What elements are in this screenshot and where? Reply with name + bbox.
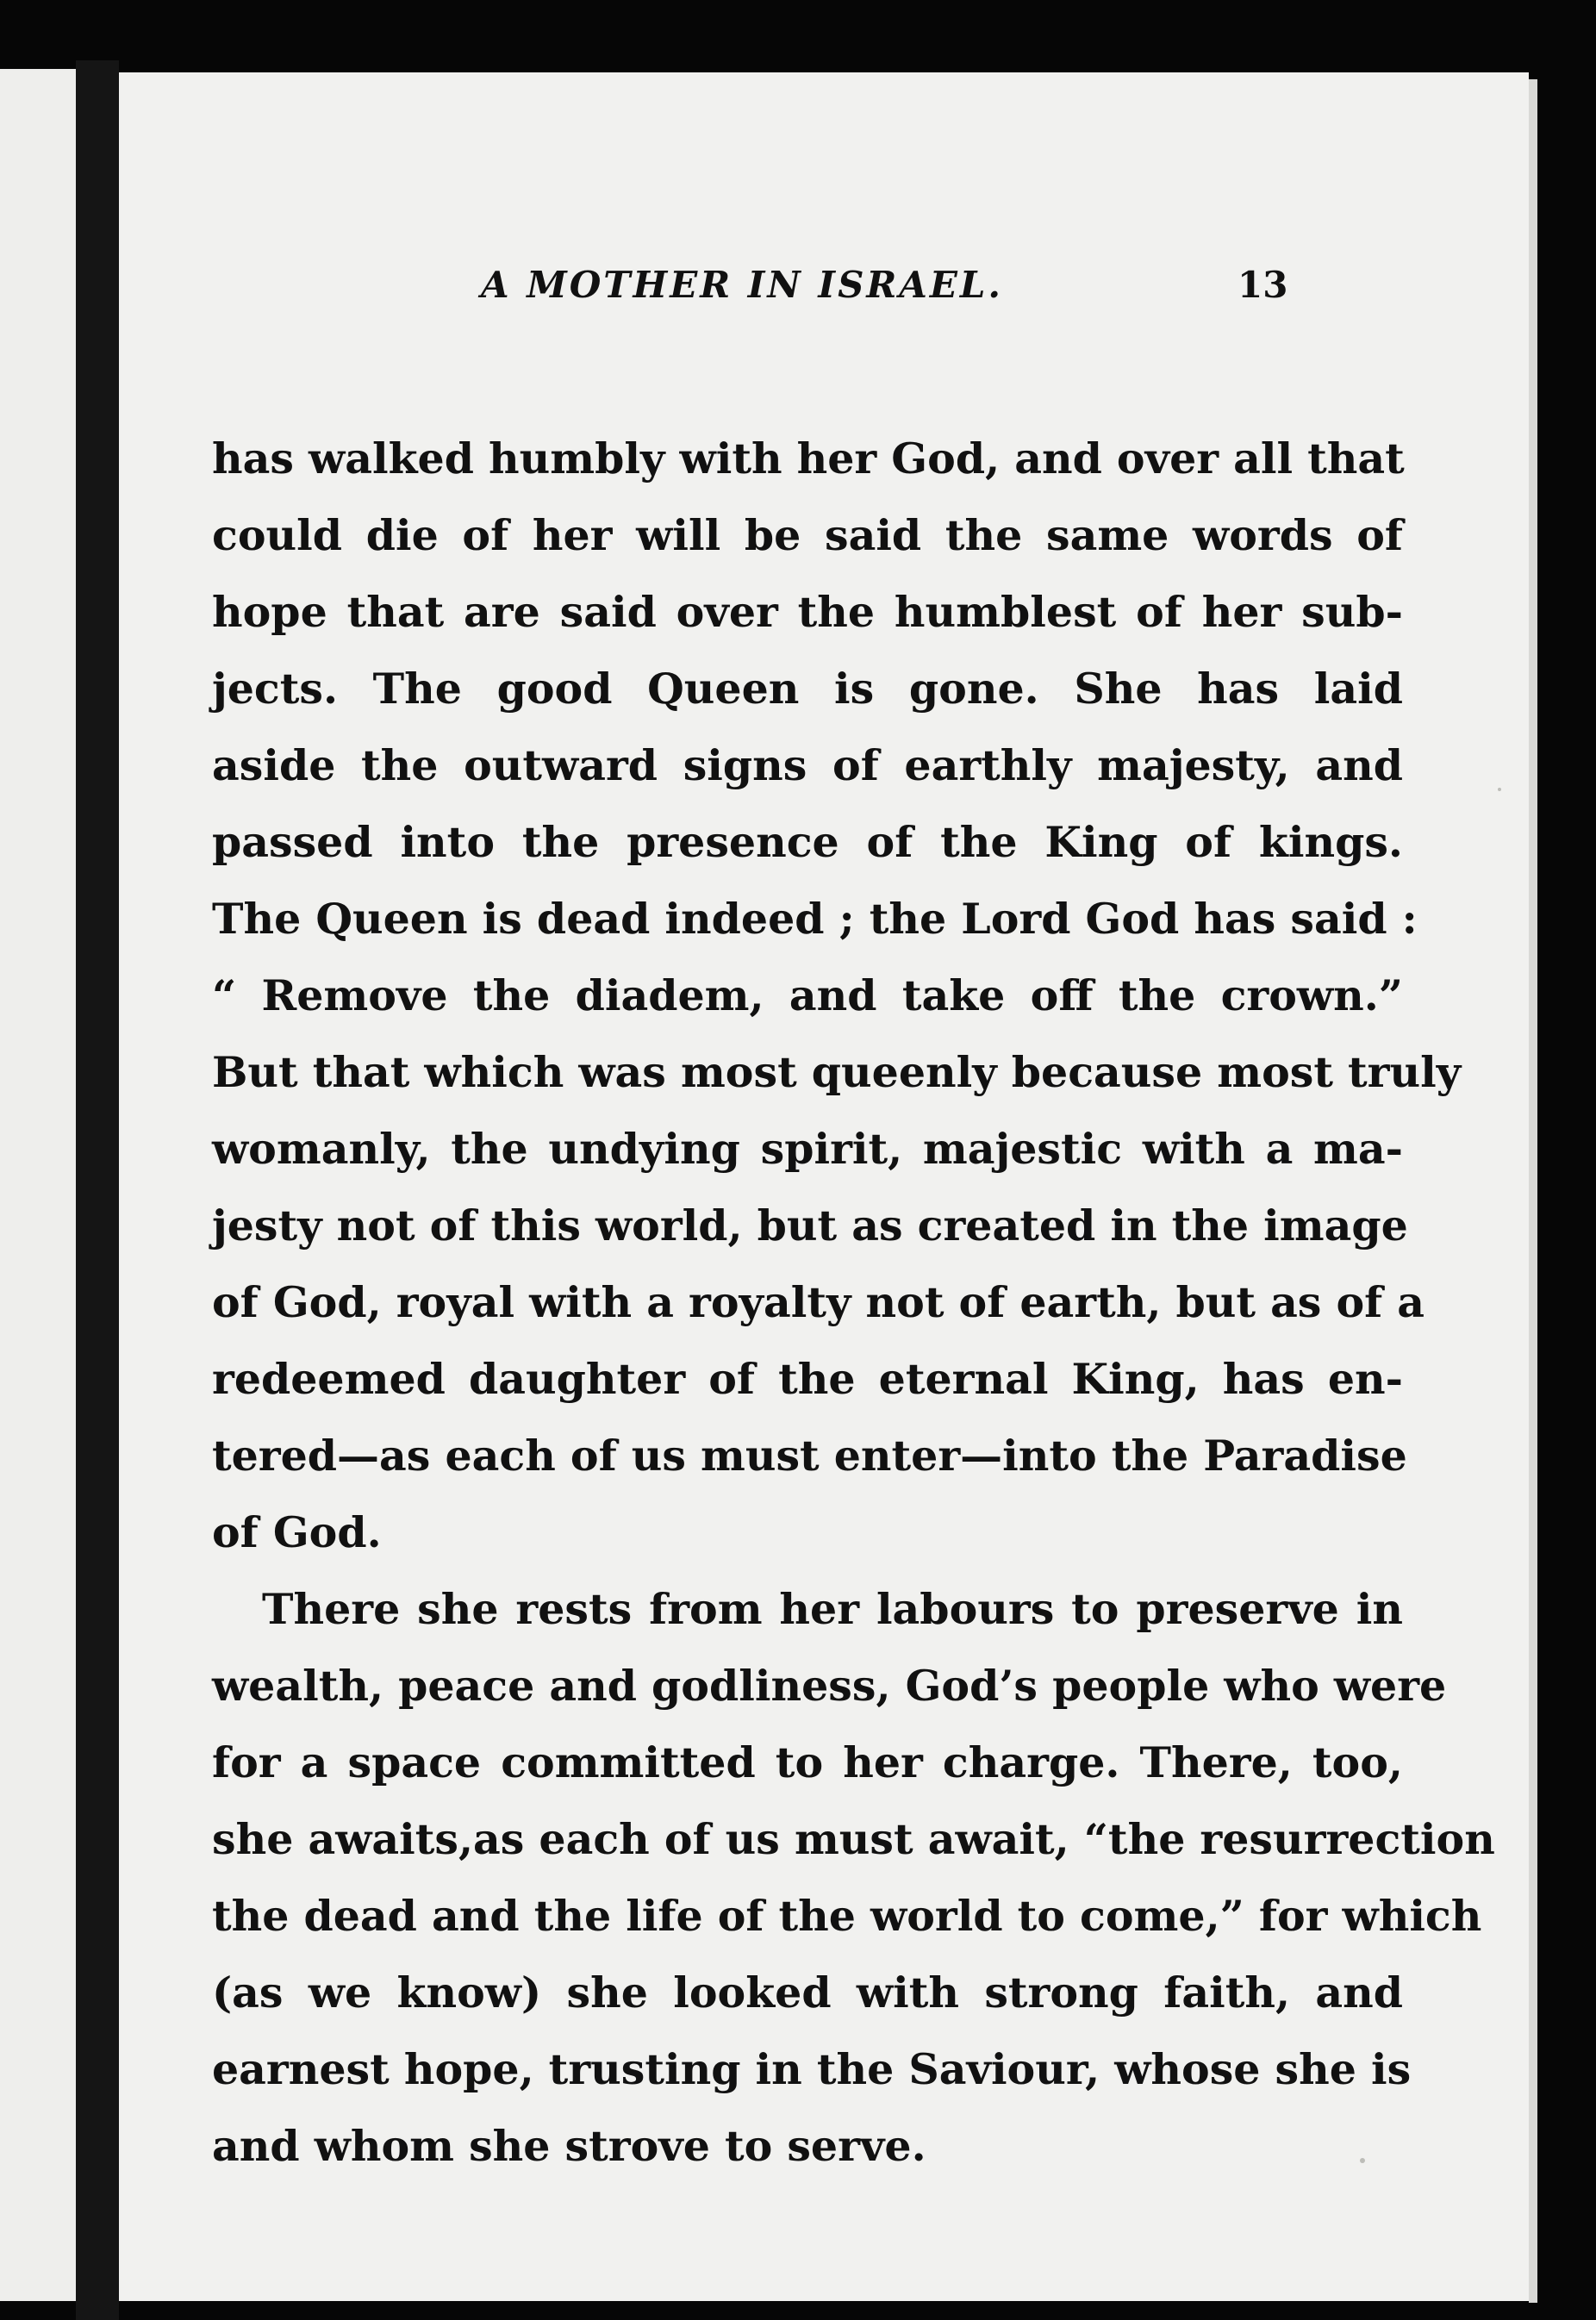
page-number: 13 xyxy=(1238,264,1288,306)
text-line: earnest hope, trusting in the Saviour, whose she is xyxy=(212,2044,1412,2094)
text-line: redeemed daughter of the eternal King, has en- xyxy=(212,1354,1403,1404)
text-line: hope that are said over the humblest of her sub- xyxy=(212,587,1403,637)
text-line: jects. The good Queen is gone. She has laid xyxy=(212,664,1403,714)
text-line: (as we know) she looked with strong faith, and xyxy=(212,1968,1403,2018)
text-line: womanly, the undying spirit, majestic with a ma- xyxy=(212,1124,1403,1174)
text-line: There she rests from her labours to preserve in xyxy=(262,1584,1403,1634)
text-line: jesty not of this world, but as created in the image xyxy=(212,1201,1408,1250)
text-line: The Queen is dead indeed ; the Lord God has said : xyxy=(212,894,1418,944)
page-header xyxy=(119,264,1529,324)
text-line: passed into the presence of the King of kings. xyxy=(212,817,1403,867)
left-page-edge xyxy=(0,69,76,2301)
text-line: for a space committed to her charge. There, too, xyxy=(212,1737,1403,1787)
text-line: But that which was most queenly because most truly xyxy=(212,1047,1462,1097)
book-page xyxy=(119,72,1529,2301)
running-title: A MOTHER IN ISRAEL. xyxy=(481,264,1004,306)
text-line: and whom she strove to serve. xyxy=(212,2121,926,2171)
text-line: tered—as each of us must enter—into the Paradise xyxy=(212,1431,1407,1481)
text-line: of God, royal with a royalty not of earth, but as of a xyxy=(212,1277,1425,1327)
paper-speck xyxy=(1498,788,1501,791)
text-line: aside the outward signs of earthly majesty, and xyxy=(212,740,1403,790)
text-line: has walked humbly with her God, and over all that xyxy=(212,433,1405,483)
text-line: the dead and the life of the world to come,” for which xyxy=(212,1891,1482,1941)
body-text xyxy=(212,421,1495,2185)
page-edge xyxy=(1529,79,1537,2303)
text-line: could die of her will be said the same words of xyxy=(212,510,1403,560)
text-line: of God. xyxy=(212,1507,382,1557)
book-spine xyxy=(76,60,119,2320)
text-line: she awaits,as each of us must await, “the resurrection xyxy=(212,1814,1495,1864)
text-line: wealth, peace and godliness, God’s people who were xyxy=(212,1661,1447,1711)
text-line: “ Remove the diadem, and take off the crown.” xyxy=(212,970,1403,1020)
